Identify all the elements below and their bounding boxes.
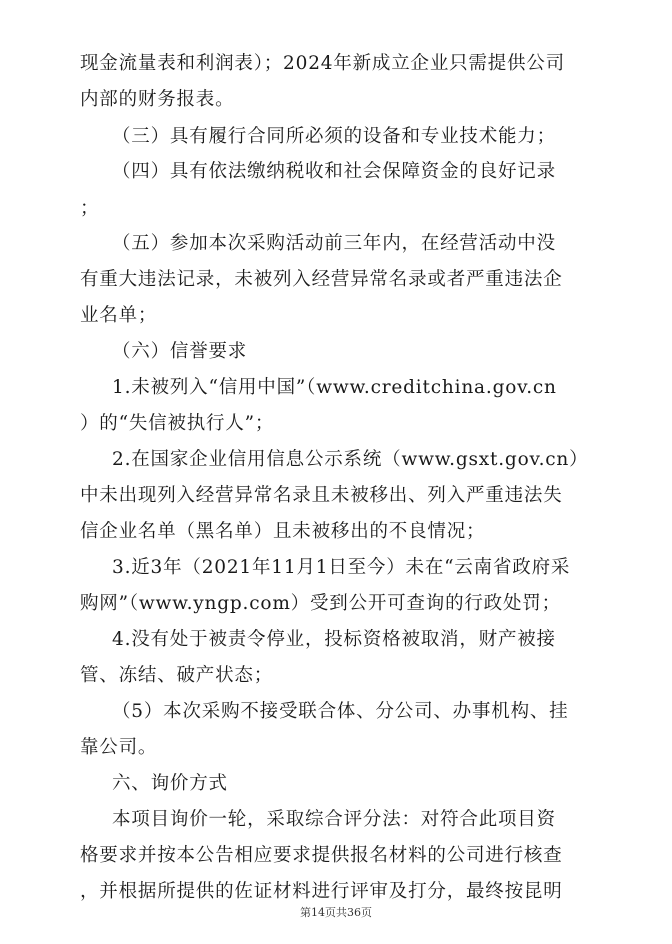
section-heading: 六、询价方式 [112, 773, 228, 794]
text-line: 1.未被列入“信用中国”（www.creditchina.gov.cn [112, 377, 557, 398]
text-line: 2.在国家企业信用信息公示系统（www.gsxt.gov.cn） [112, 449, 589, 470]
text-line: 现金流量表和利润表）；2024年新成立企业只需提供公司 [80, 53, 565, 74]
text-line: 信企业名单（黑名单）且未被移出的不良情况； [80, 521, 486, 542]
text-line: 中未出现列入经营异常名录且未被移出、列入严重违法失 [80, 485, 563, 506]
text-line: ，并根据所提供的佐证材料进行评审及打分，最终按昆明 [80, 881, 563, 902]
text-line: 格要求并按本公告相应要求提供报名材料的公司进行核查 [80, 845, 563, 866]
text-line: （5）本次采购不接受联合体、分公司、办事机构、挂 [112, 701, 569, 722]
text-line: （四）具有依法缴纳税收和社会保障资金的良好记录 [112, 161, 556, 182]
text-line: （六）信誉要求 [112, 341, 248, 362]
text-line: 4.没有处于被责令停业，投标资格被取消，财产被接 [112, 629, 556, 650]
page-number-footer: 第14页共36页 [300, 906, 372, 919]
text-line: 业名单； [80, 305, 158, 326]
text-line: 本项目询价一轮，采取综合评分法：对符合此项目资 [112, 809, 556, 830]
text-line: （五）参加本次采购活动前三年内，在经营活动中没 [112, 233, 556, 254]
text-line: 内部的财务报表。 [80, 89, 235, 110]
text-line: 购网”（www.yngp.com）受到公开可查询的行政处罚； [80, 593, 561, 614]
text-line: ； [80, 198, 100, 219]
text-line: 3.近3年（2021年11月1日至今）未在“云南省政府采 [112, 557, 571, 578]
text-line: 有重大违法记录，未被列入经营异常名录或者严重违法企 [80, 269, 563, 290]
text-line: （三）具有履行合同所必须的设备和专业技术能力； [112, 126, 556, 147]
text-line: 管、冻结、破产状态； [80, 665, 274, 686]
text-line: ）的“失信被执行人”； [80, 413, 275, 434]
text-line: 靠公司。 [80, 737, 158, 758]
